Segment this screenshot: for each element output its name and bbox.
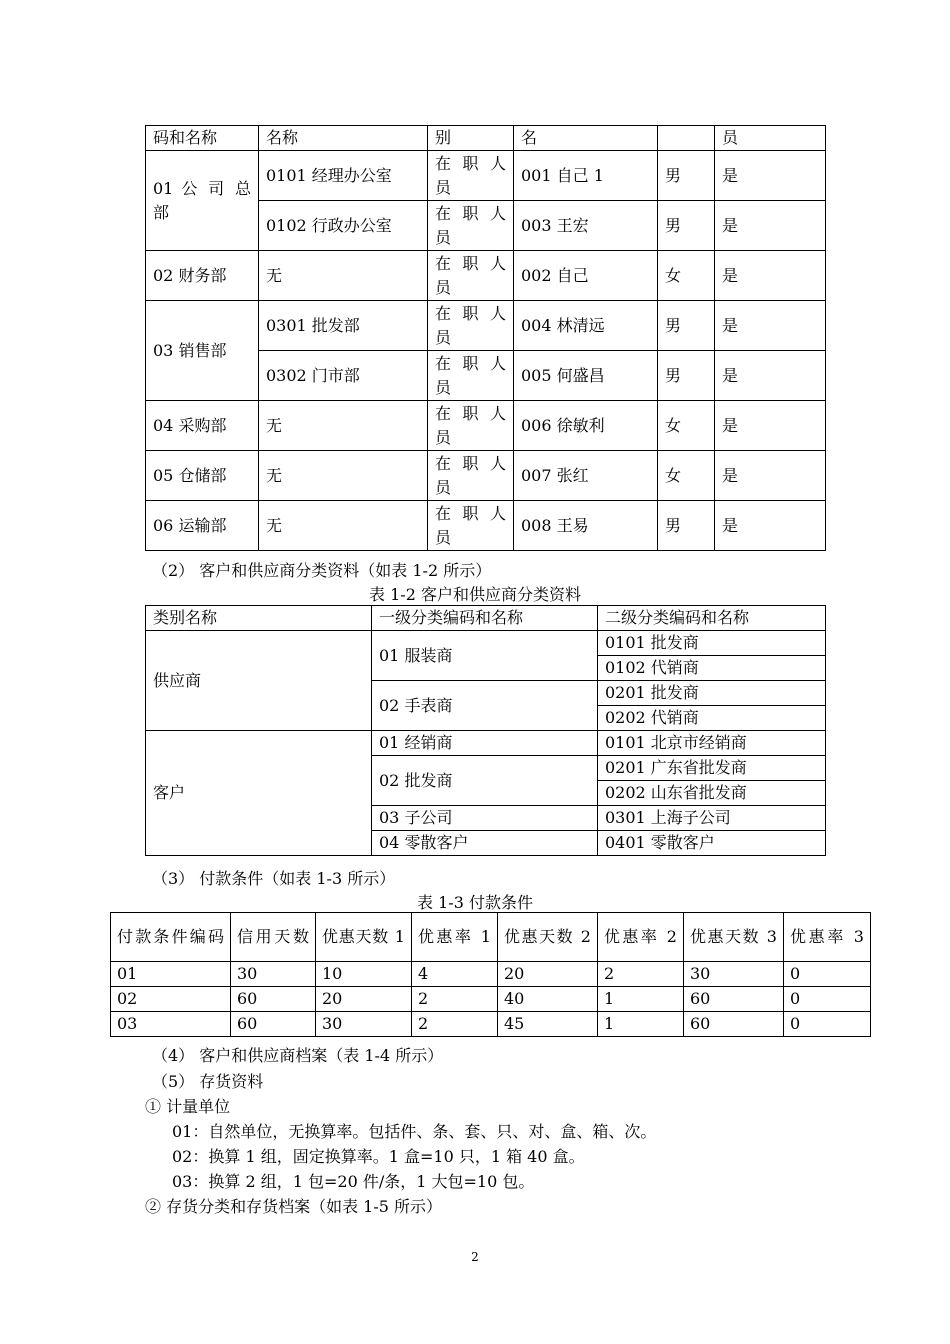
body-text: 01：自然单位，无换算率。包括件、条、套、只、对、盒、箱、次。	[172, 1122, 657, 1141]
table-row	[146, 251, 826, 301]
header-cell: 二级分类编码和名称	[598, 606, 826, 631]
level2-cell: 0102 代销商	[598, 656, 826, 681]
table-cell: 1	[598, 987, 684, 1012]
sub-dept-cell: 0302 门市部	[259, 351, 428, 401]
category-cell: 在 职 人 员	[428, 301, 514, 351]
section-heading: （4） 客户和供应商档案（表 1-4 所示）	[152, 1046, 444, 1065]
employee-cell: 006 徐敏利	[514, 401, 658, 451]
level2-cell: 0301 上海子公司	[598, 806, 826, 831]
header-cell: 一级分类编码和名称	[372, 606, 598, 631]
table-cell: 0	[784, 962, 871, 987]
header-cell: 付款条件编码	[111, 913, 231, 962]
sub-dept-cell: 无	[259, 501, 428, 551]
sex-cell: 女	[658, 451, 715, 501]
header-cell: 类别名称	[146, 606, 372, 631]
sex-cell: 女	[658, 251, 715, 301]
category-cell: 在 职 人 员	[428, 501, 514, 551]
category-cell: 在 职 人 员	[428, 201, 514, 251]
table-cell: 30	[316, 1012, 412, 1037]
section-heading: （2） 客户和供应商分类资料（如表 1-2 所示）	[152, 561, 492, 580]
sex-cell: 男	[658, 201, 715, 251]
table-row	[111, 1012, 871, 1037]
employee-cell: 002 自己	[514, 251, 658, 301]
subsection-heading: ② 存货分类和存货档案（如表 1-5 所示）	[145, 1197, 443, 1216]
department-employee-table	[145, 125, 826, 551]
table-header-row	[146, 606, 826, 631]
category-cell: 在 职 人 员	[428, 251, 514, 301]
employee-cell: 005 何盛昌	[514, 351, 658, 401]
table-row	[146, 501, 826, 551]
section-heading: （3） 付款条件（如表 1-3 所示）	[152, 869, 396, 888]
level1-cell: 01 服装商	[372, 631, 598, 681]
category-cell: 在 职 人 员	[428, 351, 514, 401]
header-cell: 优惠天数 1	[316, 913, 412, 962]
header-cell: 名称	[259, 126, 428, 151]
operator-cell: 是	[715, 351, 826, 401]
table-row	[146, 731, 826, 756]
table-cell: 60	[231, 1012, 316, 1037]
header-cell: 优惠天数 3	[684, 913, 784, 962]
level2-cell: 0202 山东省批发商	[598, 781, 826, 806]
section-heading: （5） 存货资料	[152, 1072, 264, 1091]
operator-cell: 是	[715, 251, 826, 301]
level2-cell: 0101 北京市经销商	[598, 731, 826, 756]
table-cell: 45	[498, 1012, 598, 1037]
table-cell: 4	[412, 962, 498, 987]
dept-cell: 02 财务部	[146, 251, 259, 301]
level2-cell: 0101 批发商	[598, 631, 826, 656]
table-row	[111, 987, 871, 1012]
table-row	[146, 401, 826, 451]
table-cell: 30	[684, 962, 784, 987]
operator-cell: 是	[715, 301, 826, 351]
level1-cell: 01 经销商	[372, 731, 598, 756]
header-cell: 优惠天数 2	[498, 913, 598, 962]
table-cell: 03	[111, 1012, 231, 1037]
category-cell: 供应商	[146, 631, 372, 731]
operator-cell: 是	[715, 151, 826, 201]
sub-dept-cell: 0102 行政办公室	[259, 201, 428, 251]
operator-cell: 是	[715, 501, 826, 551]
table-cell: 60	[684, 1012, 784, 1037]
level1-cell: 02 手表商	[372, 681, 598, 731]
category-cell: 在 职 人 员	[428, 151, 514, 201]
table-cell: 1	[598, 1012, 684, 1037]
employee-cell: 001 自己 1	[514, 151, 658, 201]
sex-cell: 男	[658, 501, 715, 551]
sex-cell: 男	[658, 351, 715, 401]
employee-cell: 004 林清远	[514, 301, 658, 351]
table-cell: 2	[412, 987, 498, 1012]
sex-cell: 男	[658, 301, 715, 351]
body-text: 03：换算 2 组，1 包=20 件/条，1 大包=10 包。	[172, 1172, 535, 1191]
level1-cell: 04 零散客户	[372, 831, 598, 856]
header-cell: 优惠率 2	[598, 913, 684, 962]
table-cell: 01	[111, 962, 231, 987]
sub-dept-cell: 0101 经理办公室	[259, 151, 428, 201]
table-row	[146, 631, 826, 656]
table-header-row	[111, 913, 871, 962]
level2-cell: 0201 广东省批发商	[598, 756, 826, 781]
table-cell: 40	[498, 987, 598, 1012]
table-cell: 2	[598, 962, 684, 987]
table-row	[146, 451, 826, 501]
table-cell: 0	[784, 1012, 871, 1037]
employee-cell: 003 王宏	[514, 201, 658, 251]
sub-dept-cell: 无	[259, 251, 428, 301]
sex-cell: 女	[658, 401, 715, 451]
table-row	[146, 301, 826, 351]
table-cell: 2	[412, 1012, 498, 1037]
body-text: 02：换算 1 组，固定换算率。1 盒=10 只，1 箱 40 盒。	[172, 1147, 585, 1166]
sex-cell: 男	[658, 151, 715, 201]
header-cell: 员	[715, 126, 826, 151]
sub-dept-cell: 无	[259, 401, 428, 451]
category-cell: 客户	[146, 731, 372, 856]
payment-terms-table	[110, 912, 871, 1037]
level2-cell: 0401 零散客户	[598, 831, 826, 856]
dept-cell: 05 仓储部	[146, 451, 259, 501]
level1-cell: 02 批发商	[372, 756, 598, 806]
sub-dept-cell: 0301 批发部	[259, 301, 428, 351]
level2-cell: 0202 代销商	[598, 706, 826, 731]
header-cell: 名	[514, 126, 658, 151]
table-cell: 02	[111, 987, 231, 1012]
table-cell: 30	[231, 962, 316, 987]
classification-table	[145, 605, 826, 856]
operator-cell: 是	[715, 451, 826, 501]
operator-cell: 是	[715, 201, 826, 251]
operator-cell: 是	[715, 401, 826, 451]
table-cell: 10	[316, 962, 412, 987]
header-cell: 信用天数	[231, 913, 316, 962]
table-cell: 60	[231, 987, 316, 1012]
page-number: 2	[471, 1250, 479, 1264]
table-cell: 0	[784, 987, 871, 1012]
table-row	[111, 962, 871, 987]
dept-cell: 03 销售部	[146, 301, 259, 401]
category-cell: 在 职 人 员	[428, 451, 514, 501]
dept-cell: 06 运输部	[146, 501, 259, 551]
subsection-heading: ① 计量单位	[145, 1097, 231, 1116]
table-row	[146, 151, 826, 201]
table-cell: 20	[316, 987, 412, 1012]
dept-cell: 04 采购部	[146, 401, 259, 451]
header-cell: 优惠率 1	[412, 913, 498, 962]
level1-cell: 03 子公司	[372, 806, 598, 831]
employee-cell: 007 张红	[514, 451, 658, 501]
sub-dept-cell: 无	[259, 451, 428, 501]
header-cell: 别	[428, 126, 514, 151]
table-caption: 表 1-2 客户和供应商分类资料	[369, 585, 581, 604]
table-cell: 60	[684, 987, 784, 1012]
table-cell: 20	[498, 962, 598, 987]
table-header-row	[146, 126, 826, 151]
dept-cell: 01 公 司 总 部	[146, 151, 259, 251]
header-cell	[658, 126, 715, 151]
header-cell: 码和名称	[146, 126, 259, 151]
level2-cell: 0201 批发商	[598, 681, 826, 706]
table-caption: 表 1-3 付款条件	[417, 893, 533, 912]
header-cell: 优惠率 3	[784, 913, 871, 962]
employee-cell: 008 王易	[514, 501, 658, 551]
category-cell: 在 职 人 员	[428, 401, 514, 451]
